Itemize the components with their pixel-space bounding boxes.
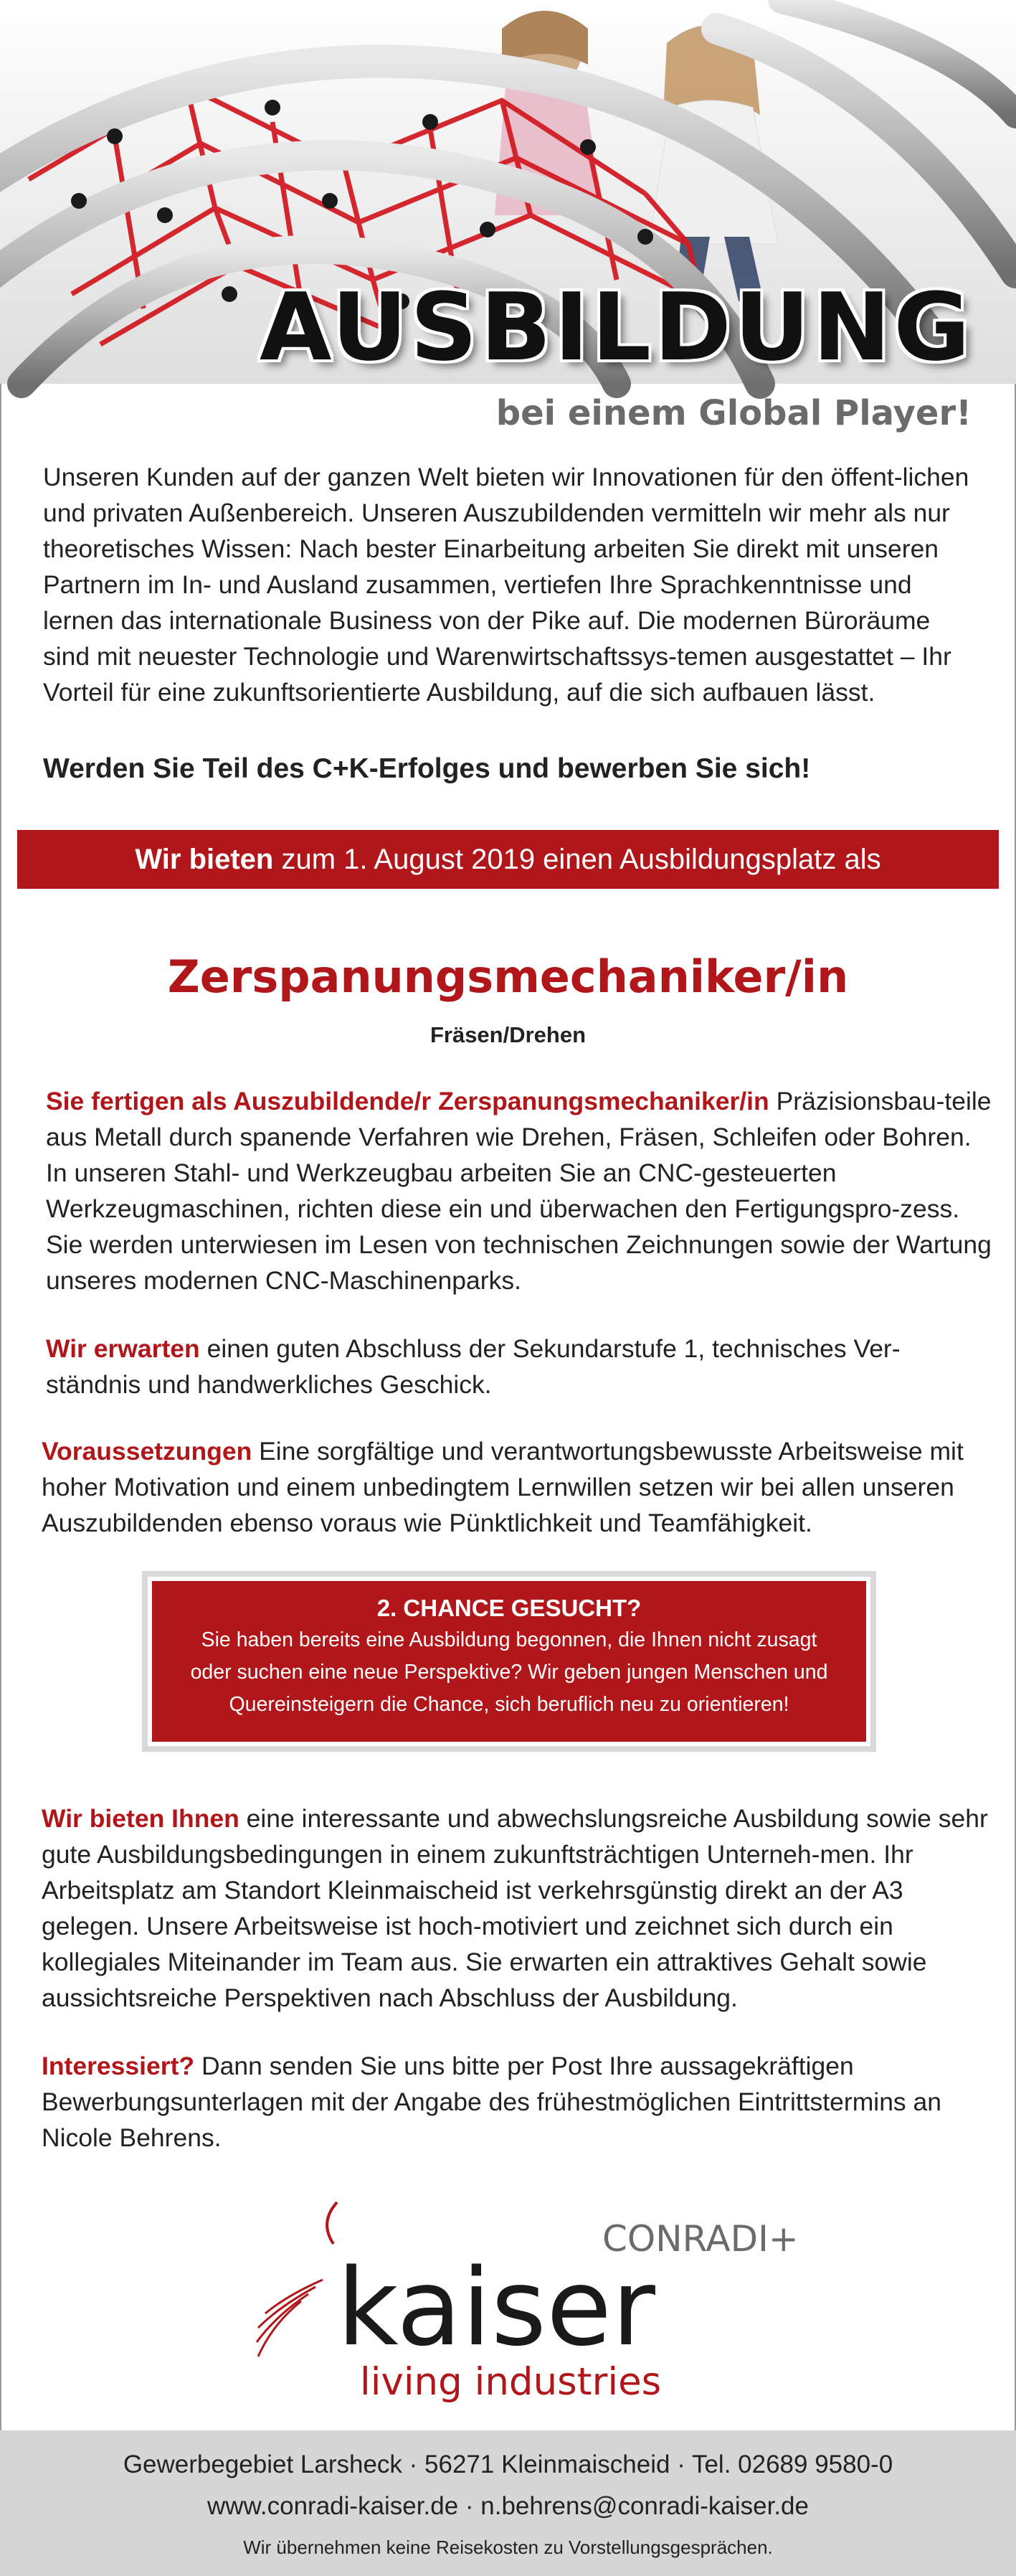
offer-banner-bold: Wir bieten	[135, 844, 274, 875]
subtitle: bei einem Global Player!	[495, 393, 972, 433]
intro-paragraph: Unseren Kunden auf der ganzen Welt bieten wir Innovationen für den öffent-lichen und privaten Außenbereich. Unseren Auszubildenden vermitteln wir mehr als nur theoretisches Wissen: Nach bester Einarbeitung arbeiten Sie direkt mit unseren Partnern im In- und Ausland zusammen, vertiefen Ihre Sprachkenntnisse und lernen das internationale Business von der Pike auf. Die modernen Büroräume sind mit neuester Technologie und Warenwirtschaftssys-temen ausgestattet – Ihr Vorteil für eine zukunftsorientierte Ausbildung, auf die sich aufbauen lässt.	[43, 463, 969, 707]
expect-lead: Wir erwarten	[46, 1334, 200, 1363]
offer-lead: Wir bieten Ihnen	[42, 1804, 239, 1833]
logo-swoosh-icon	[327, 2202, 337, 2244]
footer-address: Gewerbegebiet Larsheck · 56271 Kleinmaischeid · Tel. 02689 9580-0	[123, 2450, 893, 2478]
offer-paragraph	[42, 1801, 988, 2016]
job-subtitle: Fräsen/Drehen	[429, 1022, 587, 1047]
tasks-paragraph	[46, 1083, 992, 1298]
logo-main-text: kaiser	[337, 2246, 655, 2369]
second-chance-line-1: Sie haben bereits eine Ausbildung begonnen, die Ihnen nicht zusagt	[201, 1628, 817, 1651]
interest-lead: Interessiert?	[42, 2052, 195, 2080]
requirements-lead: Voraussetzungen	[42, 1437, 252, 1466]
requirements-paragraph	[42, 1433, 988, 1541]
expect-text: einen guten Abschluss der Sekundarstufe 1, technisches Ver-ständnis und handwerkliches Geschick.	[46, 1334, 901, 1399]
call-to-action: Werden Sie Teil des C+K-Erfolges und bewerben Sie sich!	[43, 753, 811, 784]
offer-banner-text: zum 1. August 2019 einen Ausbildungsplatz als	[273, 844, 881, 875]
second-chance-box	[142, 1571, 876, 1752]
requirements-text: Eine sorgfältige und verantwortungsbewusste Arbeitsweise mit hoher Motivation und einem unbedingtem Lernwillen setzen wir bei allen unseren Auszubildenden ebenso voraus wie Pünktlichkeit und Teamfähigkeit.	[42, 1437, 964, 1537]
footer-contact[interactable]: www.conradi-kaiser.de · n.behrens@conradi-kaiser.de	[207, 2492, 809, 2520]
tasks-lead: Sie fertigen als Auszubildende/r Zerspanungsmechaniker/in	[46, 1087, 769, 1115]
offer-text: eine interessante und abwechslungsreiche Ausbildung sowie sehr gute Ausbildungsbedingungen in einem zukunftsträchtigen Unterneh-men. Ihr Arbeitsplatz am Standort Kleinmaischeid ist verkehrsgünstig direkt an der A3 gelegen. Unsere Arbeitsweise ist hoch-motiviert und zeichnet sich durch ein kollegiales Miteinander im Team aus. Sie erwarten ein attraktives Gehalt sowie aussichtsreiche Perspektiven nach Abschluss der Ausbildung.	[42, 1804, 988, 2012]
hero-banner	[0, 0, 1016, 384]
interest-text: Dann senden Sie uns bitte per Post Ihre aussagekräftigen Bewerbungsunterlagen mit der Angabe des frühestmöglichen Eintrittstermins an Nicole Behrens.	[42, 2052, 942, 2152]
expect-paragraph	[46, 1331, 992, 1402]
footer	[0, 2430, 1016, 2576]
company-logo	[229, 2188, 799, 2404]
second-chance-panel	[152, 1581, 866, 1742]
job-title: Zerspanungsmechaniker/in	[167, 950, 849, 1003]
logo-top-text: CONRADI+	[602, 2218, 799, 2260]
footer-note: Wir übernehmen keine Reisekosten zu Vorstellungsgesprächen.	[243, 2537, 773, 2558]
second-chance-line-3: Quereinsteigern die Chance, sich beruflich neu zu orientieren!	[229, 1693, 789, 1716]
second-chance-title: 2. CHANCE GESUCHT?	[376, 1595, 642, 1621]
logo-tagline: living industries	[360, 2360, 662, 2404]
offer-banner	[17, 830, 999, 889]
tasks-text: Präzisionsbau-teile aus Metall durch spanende Verfahren wie Drehen, Fräsen, Schleifen oder Bohren. In unseren Stahl- und Werkzeugbau arbeiten Sie an CNC-gesteuerten Werkzeugmaschinen, richten diese ein und überwachen den Fertigungspro-zess. Sie werden unterwiesen im Lesen von technischen Zeichnungen sowie der Wartung unseres modernen CNC-Maschinenparks.	[46, 1087, 992, 1295]
second-chance-line-2: oder suchen eine neue Perspektive? Wir geben jungen Menschen und	[190, 1661, 828, 1684]
hero-title: AUSBILDUNG	[259, 273, 973, 382]
interest-paragraph	[42, 2048, 988, 2156]
